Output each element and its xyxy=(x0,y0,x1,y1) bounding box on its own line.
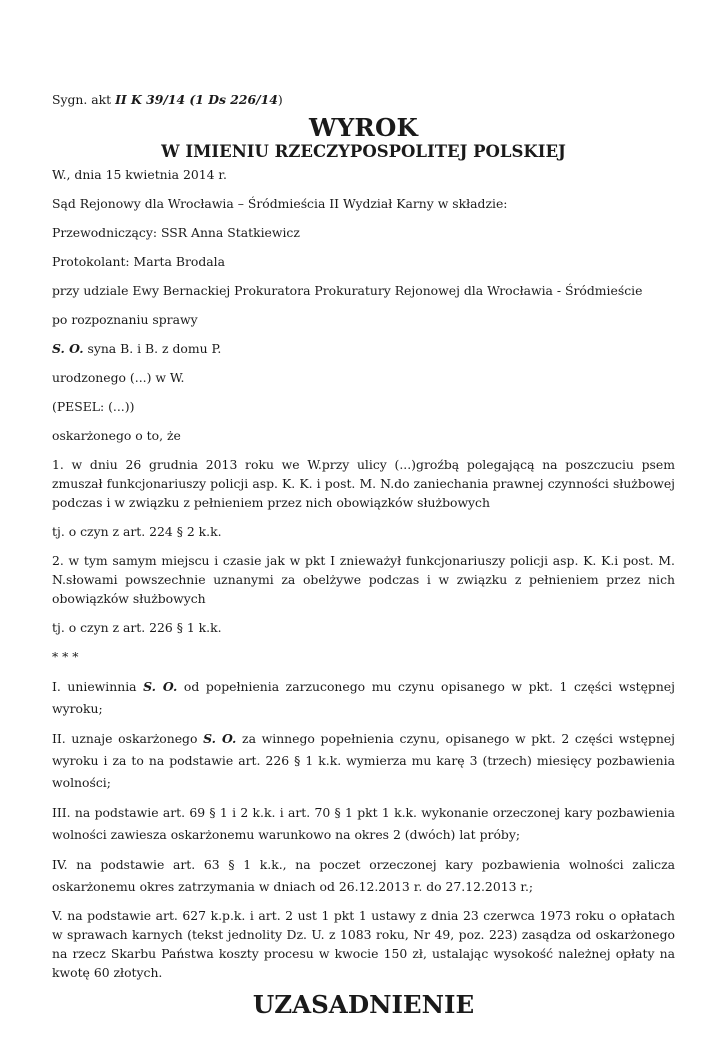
ruling-1-before: I. uniewinnia xyxy=(52,679,144,694)
charge-1-text: 1. w dniu 26 grudnia 2013 roku we W.przy ulicy (...)groźbą polegającą na poszczuciu psem zmuszał funkcjonariuszy policji asp. K. K. i post. M. N.do zaniechania prawnej czynności służbowej podczas i w związku z pełnieniem przez nich obowiązków służbowych xyxy=(52,457,675,510)
signature-suffix: ) xyxy=(277,92,283,107)
defendant-line xyxy=(52,339,675,358)
document-subtitle: W IMIENIU RZECZYPOSPOLITEJ POLSKIEJ xyxy=(161,142,566,161)
prosecutor-line: przy udziale Ewy Bernackiej Prokuratora Prokuratury Rejonowej dla Wrocławia - Śródmieście xyxy=(52,283,643,298)
signature-prefix: Sygn. akt xyxy=(52,92,116,107)
defendant-parents: syna B. i B. z domu P. xyxy=(83,341,222,356)
separator: * * * xyxy=(52,649,79,664)
ruling-2-after: za winnego popełnienia czynu, opisanego w pkt. 2 części wstępnej wyroku i za to na podstawie art. 226 § 1 k.k. wymierza mu karę 3 (trzech) miesięcy pozbawienia wolności; xyxy=(52,731,675,790)
document-title: WYROK xyxy=(308,113,418,142)
case-signature xyxy=(52,90,675,109)
clerk-line: Protokolant: Marta Brodala xyxy=(52,254,226,269)
ruling-2-before: II. uznaje oskarżonego xyxy=(52,731,204,746)
ruling-1-name: S. O. xyxy=(143,679,178,694)
ruling-5-text: V. na podstawie art. 627 k.p.k. i art. 2 ust 1 pkt 1 ustawy z dnia 23 czerwca 1973 roku o opłatach w sprawach karnych (tekst jednolity Dz. U. z 1083 roku, Nr 49, poz. 223) zasądza od oskarżonego na rzecz Skarbu Państwa koszty procesu w kwocie 150 zł, ustalając wysokość należnej opłaty na kwotę 60 złotych. xyxy=(52,908,675,980)
case-intro: po rozpoznaniu sprawy xyxy=(52,312,198,327)
ruling-1-after: od popełnienia zarzuconego mu czynu opisanego w pkt. 1 części wstępnej wyroku; xyxy=(52,679,675,716)
justification-heading: UZASADNIENIE xyxy=(252,990,475,1019)
charge-1-article: tj. o czyn z art. 224 § 2 k.k. xyxy=(52,524,222,539)
charges-intro: oskarżonego o to, że xyxy=(52,428,181,443)
ruling-2-name: S. O. xyxy=(203,731,237,746)
ruling-4-text: IV. na podstawie art. 63 § 1 k.k., na poczet orzeczonej kary pozbawienia wolności zalicza oskarżonemu okres zatrzymania w dniach od 26.12.2013 r. do 27.12.2013 r.; xyxy=(52,857,675,894)
date-line: W., dnia 15 kwietnia 2014 r. xyxy=(52,167,227,182)
ruling-3-text: III. na podstawie art. 69 § 1 i 2 k.k. i art. 70 § 1 pkt 1 k.k. wykonanie orzeczonej kary pozbawienia wolności zawiesza oskarżonemu warunkowo na okres 2 (dwóch) lat próby; xyxy=(52,805,675,842)
court-line: Sąd Rejonowy dla Wrocławia – Śródmieścia II Wydział Karny w składzie: xyxy=(52,196,508,211)
ruling-2 xyxy=(52,728,675,794)
ruling-5 xyxy=(52,906,675,982)
defendant-birth: urodzonego (...) w W. xyxy=(52,370,185,385)
defendant-pesel: (PESEL: (...)) xyxy=(52,399,135,414)
case-number: II K 39/14 (1 Ds 226/14 xyxy=(115,92,278,107)
chair-line: Przewodniczący: SSR Anna Statkiewicz xyxy=(52,225,300,240)
judgment-document xyxy=(52,90,675,1040)
ruling-4 xyxy=(52,854,675,898)
charge-2-article: tj. o czyn z art. 226 § 1 k.k. xyxy=(52,620,222,635)
ruling-1 xyxy=(52,676,675,720)
charge-2-text: 2. w tym samym miejscu i czasie jak w pkt I znieważył funkcjonariuszy policji asp. K. K.i post. M. N.słowami powszechnie uznanymi za obelżywe podczas i w związku z pełnieniem przez nich obowiązków służbowych xyxy=(52,553,675,606)
defendant-name: S. O. xyxy=(52,341,84,356)
ruling-3 xyxy=(52,802,675,846)
